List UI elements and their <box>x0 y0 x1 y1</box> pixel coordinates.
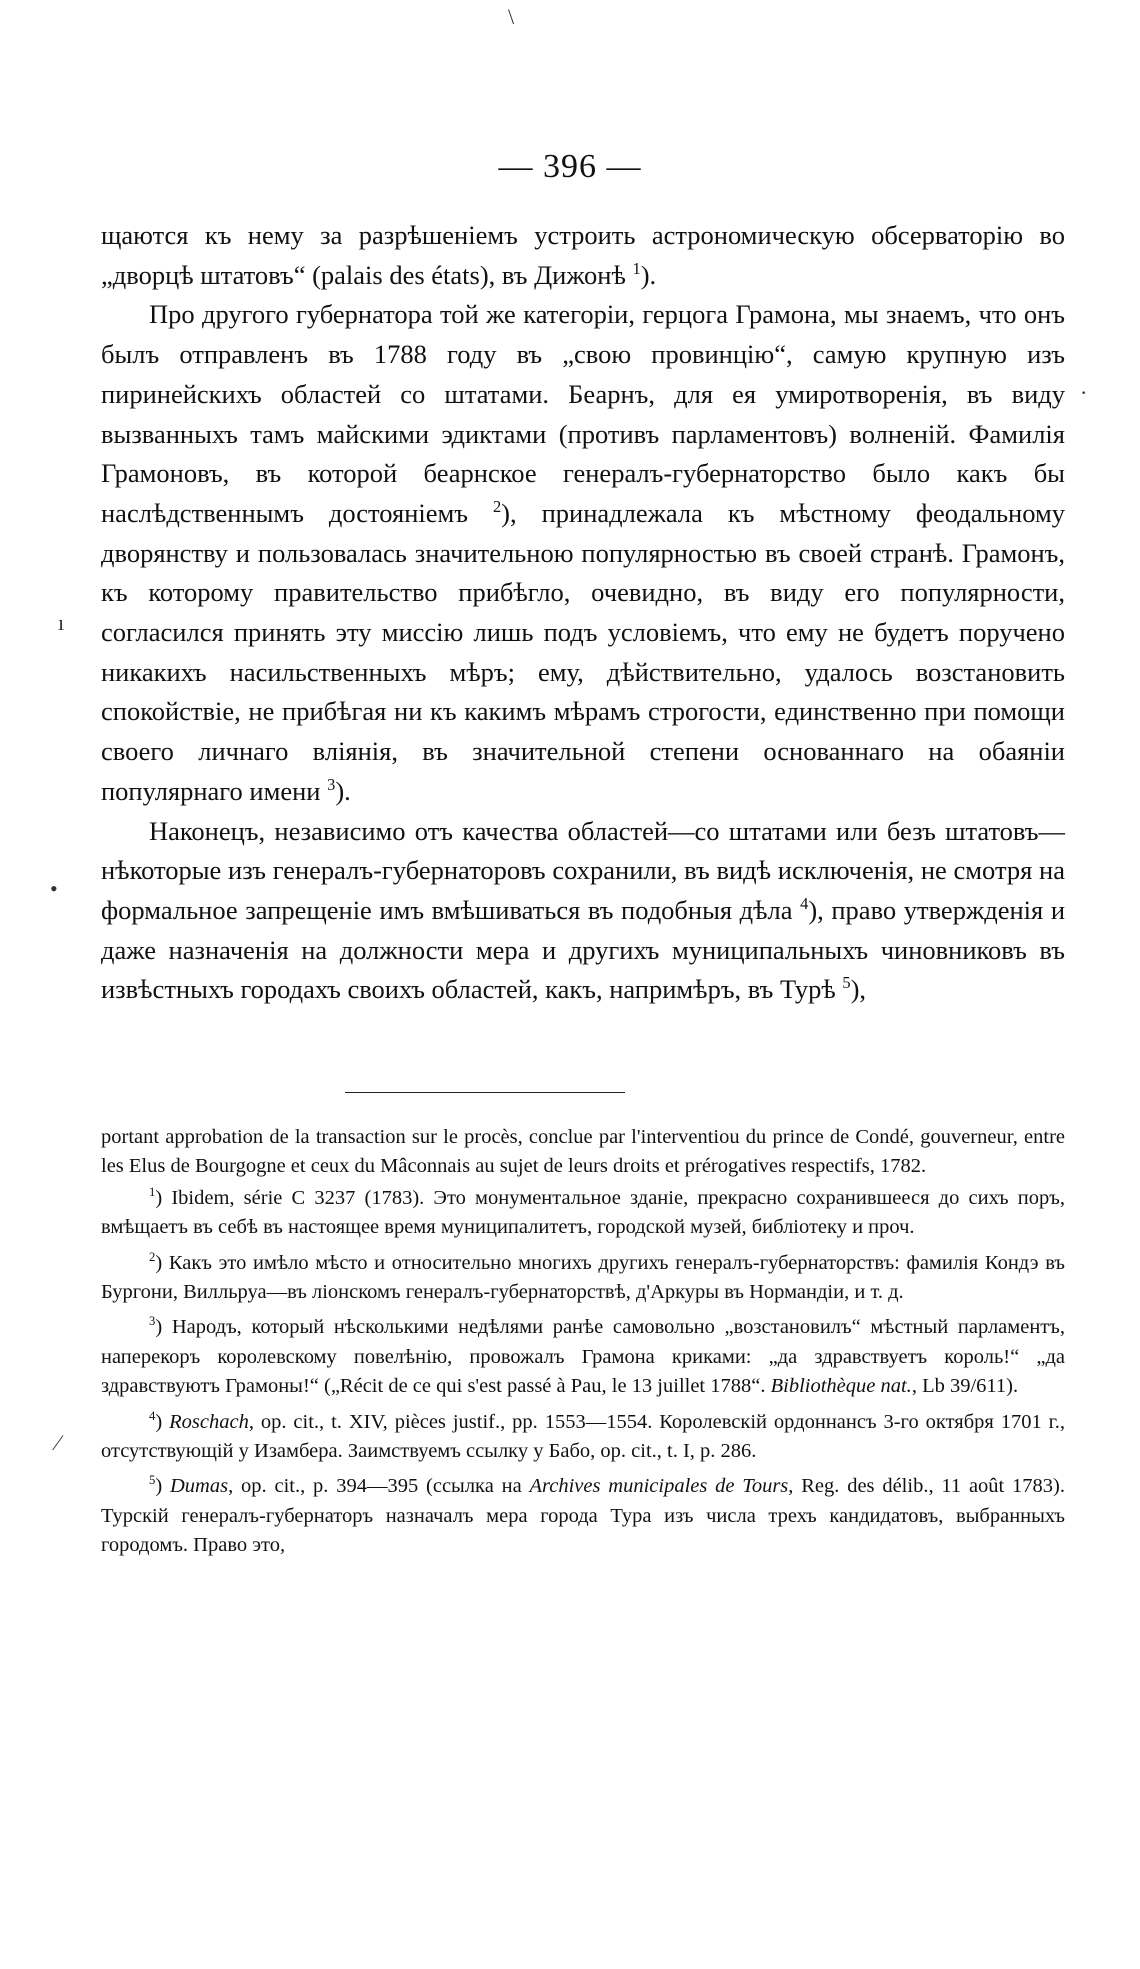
footnote-2 <box>101 1249 1065 1308</box>
footnote-5-text-b: , Reg. des délib., 11 août 1783). Турскій генералъ-губернаторъ назначалъ мера города Тура изъ числа трехъ кандидатовъ, выбранныхъ городомъ. Право это, <box>101 1475 1065 1557</box>
footnote-4-text: , op. cit., t. XIV, pièces justif., pp. 1553—1554. Королевскій ордоннансъ 3-го октября 1701 г., отсутствующій у Изамбера. Заимствуемъ ссылку у Бабо, op. cit., t. I, p. 286. <box>101 1410 1065 1463</box>
margin-mark-top: \ <box>508 4 515 29</box>
footnote-5-text-a: , op. cit., p. 394—395 (ссылка на <box>228 1475 522 1498</box>
paragraph-2-text-a: Про другого губернатора той же категоріи, герцога Грамона, мы знаемъ, что онъ былъ отправленъ въ 1788 году въ „свою провинцію“, самую крупную изъ пиринейскихъ областей со штатами. Беарнъ, для ея умиротворенія, въ виду вызванныхъ тамъ майскими эдиктами (противъ парламентовъ) волненій. Фамилія Грамоновъ, въ которой беарнское генералъ-губернаторство было какъ бы наслѣдственнымъ достояніемъ <box>101 299 1065 528</box>
main-text <box>101 216 1065 1010</box>
footnote-ref-4: 4 <box>800 894 809 914</box>
footnote-ref-5: 5 <box>842 973 851 993</box>
footnote-1 <box>101 1184 1065 1243</box>
footnote-3-text-a: ) Народъ, который нѣсколькими недѣлями ранѣе самовольно „возстановилъ“ мѣстный парламентъ, наперекоръ королевскому повелѣнію, провожалъ Грамона криками: „да здравствуетъ король!“ „да здравствуютъ Грамоны!“ („Récit de ce qui s'est passé à Pau, le 13 juillet 1788“. <box>101 1316 1065 1398</box>
paragraph-1-tail: ). <box>640 259 657 290</box>
paragraph-3-text-a: Наконецъ, независимо отъ качества областей—со штатами или безъ штатовъ—нѣкоторые изъ генералъ-губернаторовъ сохранили, въ видѣ исключенія, не смотря на формальное запрещеніе имъ вмѣшиваться въ подобныя дѣла <box>101 815 1065 925</box>
footnote-3-text-b: , Lb 39/611). <box>911 1375 1019 1398</box>
footnote-5-source: Archives municipales de Tours <box>529 1475 789 1498</box>
paragraph-3-text-c: ), <box>850 974 867 1005</box>
footnote-ref-1: 1 <box>632 258 641 278</box>
paragraph-2-text-b: ), принадлежала къ мѣстному феодальному дворянству и пользовалась значительною популярностью въ своей странѣ. Грамонъ, къ которому правительство прибѣгло, очевидно, въ виду его популярности, согласился принять эту миссію лишь подъ условіемъ, что ему не будетъ поручено никакихъ насильственныхъ мѣръ; ему, дѣйствительно, удалось возстановить спокойствіе, не прибѣгая ни къ какимъ мѣрамъ строгости, единственно при помощи своего личнаго вліянія, въ значительной степени основаннаго на обаяніи популярнаго имени <box>101 497 1065 806</box>
footnote-2-text: ) Какъ это имѣло мѣсто и относительно многихъ другихъ генералъ-губернаторствъ: фамилія Кондэ въ Бургони, Вилльруа—въ ліонскомъ генералъ-губернаторствѣ, д'Аркуры въ Нормандіи, и т. д. <box>101 1251 1065 1304</box>
footnote-5: $^5$) Dumas, op. cit., p. 394—395 (ссылка на Archives municipales de Tours, Reg. des délib., 11 août 1783). Турскій генералъ-губернаторъ назначалъ мера города Тура изъ числа трехъ кандидатовъ, выбранныхъ городомъ. Право это, <box>101 1473 1065 1557</box>
footnote-divider <box>345 1092 625 1093</box>
paragraph-3 <box>101 812 1065 1011</box>
footnote-continuation: portant approbation de la transaction sur le procès, conclue par l'interventiou du prince de Condé, gouverneur, entre les Elus de Bourgogne et ceux du Mâconnais au sujet de leurs droits et prérogatives respectifs, 1782. <box>101 1126 1065 1178</box>
footnote-1-text: ) Ibidem, série C 3237 (1783). Это монументальное зданіе, прекрасно сохранившееся до сихъ поръ, вмѣщаетъ въ себѣ въ настоящее время муниципалитетъ, городской музей, библіотеку и проч. <box>101 1186 1065 1239</box>
footnote-2-number: 2 <box>149 1249 156 1264</box>
paragraph-3-text-b: ), право утвержденія и даже назначенія на должности мера и другихъ муниципальныхъ чиновниковъ въ извѣстныхъ городахъ своихъ областей, какъ, напримѣръ, въ Турѣ <box>101 894 1065 1005</box>
paragraph-2 <box>101 295 1065 811</box>
footnote-5-author: Dumas <box>170 1475 229 1498</box>
footnote-ref-2: 2 <box>492 497 502 517</box>
footnote-3-source: Bibliothèque nat. <box>770 1375 912 1398</box>
paragraph-1-text: щаются къ нему за разрѣшеніемъ устроить астрономическую обсерваторію во „дворцѣ штатовъ“ (palais des états), въ Дижонѣ <box>101 220 1065 290</box>
paragraph-1 <box>101 216 1065 295</box>
footnote-4: $^4$) Roschach, op. cit., t. XIV, pièces justif., pp. 1553—1554. Королевскій ордоннансъ 3-го октября 1701 г., отсутствующій у Изамбера. Заимствуемъ ссылку у Бабо, op. cit., t. I, p. 286. <box>101 1408 1065 1463</box>
margin-mark-slash-left: ⁄ <box>56 1430 60 1455</box>
paragraph-2-text-c: ). <box>335 775 351 806</box>
footnote-1-number: 1 <box>149 1184 156 1199</box>
margin-mark-dot-right: · <box>1080 380 1088 405</box>
page-number: — 396 — <box>498 148 642 185</box>
footnote-4-number: 4 <box>149 1408 156 1423</box>
margin-mark-tick-left: ı <box>58 610 65 635</box>
footnote-ref-3: 3 <box>327 775 336 795</box>
footnotes <box>101 1123 1065 1561</box>
margin-mark-dot-left: • <box>50 876 58 901</box>
footnote-4-author: Roschach <box>169 1410 249 1433</box>
footnote-3-number: 3 <box>149 1314 156 1329</box>
footnote-5-number: 5 <box>149 1473 156 1488</box>
footnote-3 <box>101 1313 1065 1401</box>
